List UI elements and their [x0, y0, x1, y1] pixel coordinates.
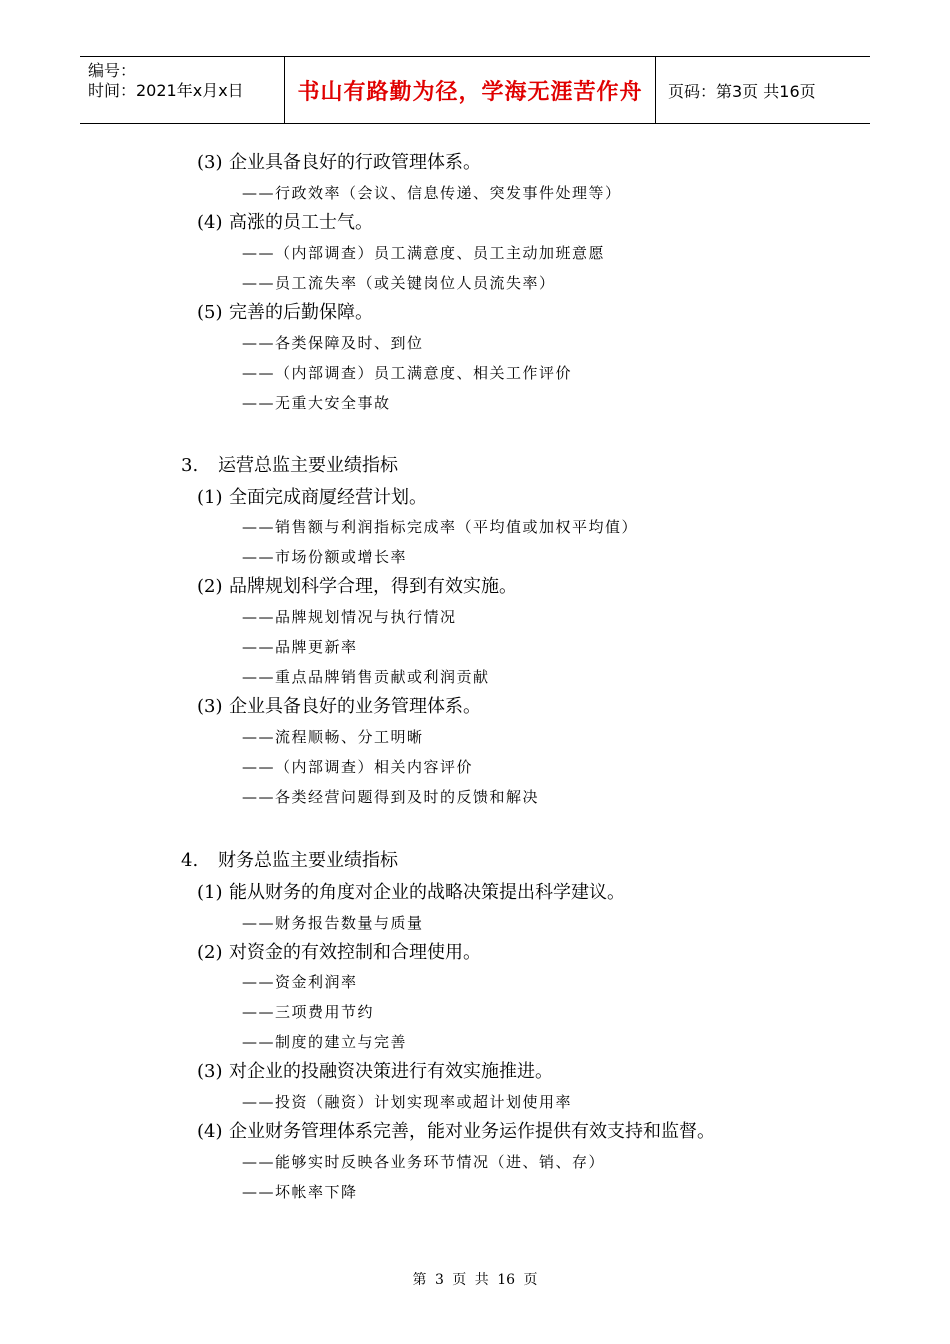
item-number: (4): [197, 212, 223, 233]
list-item: [197, 483, 427, 509]
item-number: (3): [197, 696, 223, 717]
item-number: (1): [197, 882, 223, 903]
item-text: ——能够实时反映各业务环节情况（进、销、存）: [242, 1153, 606, 1171]
section-heading: [181, 846, 398, 872]
indicator-line: [242, 756, 473, 777]
indicator-line: [242, 272, 556, 293]
item-text: 企业具备良好的行政管理体系。: [229, 152, 481, 173]
indicator-line: [242, 912, 424, 933]
header-motto: 书山有路勤为径，学海无涯苦作舟: [284, 57, 656, 123]
list-item: [197, 692, 481, 718]
indicator-line: [242, 606, 457, 627]
item-text: 运营总监主要业绩指标: [218, 455, 398, 476]
indicator-line: [242, 666, 490, 687]
list-item: [197, 878, 625, 904]
indicator-line: [242, 182, 622, 203]
header-page-info: 页码：第3页 共16页: [668, 81, 816, 101]
list-item: [197, 1057, 553, 1083]
item-text: 完善的后勤保障。: [229, 302, 373, 323]
item-text: ——资金利润率: [242, 973, 358, 991]
item-text: ——重点品牌销售贡献或利润贡献: [242, 668, 490, 686]
item-text: ——各类经营问题得到及时的反馈和解决: [242, 788, 540, 806]
indicator-line: [242, 516, 638, 537]
item-text: 全面完成商厦经营计划。: [229, 487, 427, 508]
item-text: 企业财务管理体系完善，能对业务运作提供有效支持和监督。: [229, 1121, 715, 1142]
item-text: ——投资（融资）计划实现率或超计划使用率: [242, 1093, 573, 1111]
item-text: 品牌规划科学合理，得到有效实施。: [229, 576, 517, 597]
list-item: [197, 148, 481, 174]
indicator-line: [242, 332, 424, 353]
item-text: ——无重大安全事故: [242, 394, 391, 412]
indicator-line: [242, 971, 358, 992]
page-header: [80, 56, 870, 124]
header-meta: [80, 57, 284, 123]
item-text: ——流程顺畅、分工明晰: [242, 728, 424, 746]
item-text: ——行政效率（会议、信息传递、突发事件处理等）: [242, 184, 622, 202]
item-text: 对企业的投融资决策进行有效实施推进。: [229, 1061, 553, 1082]
item-number: 3.: [181, 455, 199, 476]
item-text: ——销售额与利润指标完成率（平均值或加权平均值）: [242, 518, 639, 536]
item-text: ——市场份额或增长率: [242, 548, 408, 566]
document-number-label: 编号：: [88, 61, 137, 80]
item-number: (3): [197, 1061, 223, 1082]
item-text: ——坏帐率下降: [242, 1183, 358, 1201]
indicator-line: [242, 1001, 374, 1022]
indicator-line: [242, 726, 424, 747]
item-number: (1): [197, 487, 223, 508]
item-text: 财务总监主要业绩指标: [218, 850, 398, 871]
document-time-label: 时间：2021年x月x日: [88, 81, 244, 100]
item-number: (3): [197, 152, 223, 173]
item-text: ——品牌更新率: [242, 638, 358, 656]
item-number: (2): [197, 576, 223, 597]
item-number: 4.: [181, 850, 199, 871]
indicator-line: [242, 242, 605, 263]
page-footer: 第 3 页 共 16 页: [412, 1272, 538, 1288]
item-text: 对资金的有效控制和合理使用。: [229, 942, 481, 963]
list-item: [197, 208, 373, 234]
item-text: ——（内部调查）员工满意度、相关工作评价: [242, 364, 573, 382]
indicator-line: [242, 362, 572, 383]
item-text: 能从财务的角度对企业的战略决策提出科学建议。: [229, 882, 625, 903]
list-item: [197, 938, 481, 964]
list-item: [197, 1117, 715, 1143]
indicator-line: [242, 392, 391, 413]
item-text: ——三项费用节约: [242, 1003, 375, 1021]
item-text: ——（内部调查）相关内容评价: [242, 758, 474, 776]
indicator-line: [242, 1091, 572, 1112]
list-item: [197, 572, 517, 598]
list-item: [197, 298, 373, 324]
indicator-line: [242, 786, 539, 807]
indicator-line: [242, 636, 358, 657]
item-text: ——制度的建立与完善: [242, 1033, 408, 1051]
indicator-line: [242, 1181, 358, 1202]
item-text: ——员工流失率（或关键岗位人员流失率）: [242, 274, 556, 292]
section-heading: [181, 451, 398, 477]
item-text: ——各类保障及时、到位: [242, 334, 424, 352]
item-text: 高涨的员工士气。: [229, 212, 373, 233]
item-number: (4): [197, 1121, 223, 1142]
item-number: (5): [197, 302, 223, 323]
indicator-line: [242, 1151, 605, 1172]
item-number: (2): [197, 942, 223, 963]
item-text: ——（内部调查）员工满意度、员工主动加班意愿: [242, 244, 606, 262]
indicator-line: [242, 546, 407, 567]
item-text: 企业具备良好的业务管理体系。: [229, 696, 481, 717]
item-text: ——财务报告数量与质量: [242, 914, 424, 932]
indicator-line: [242, 1031, 407, 1052]
item-text: ——品牌规划情况与执行情况: [242, 608, 457, 626]
